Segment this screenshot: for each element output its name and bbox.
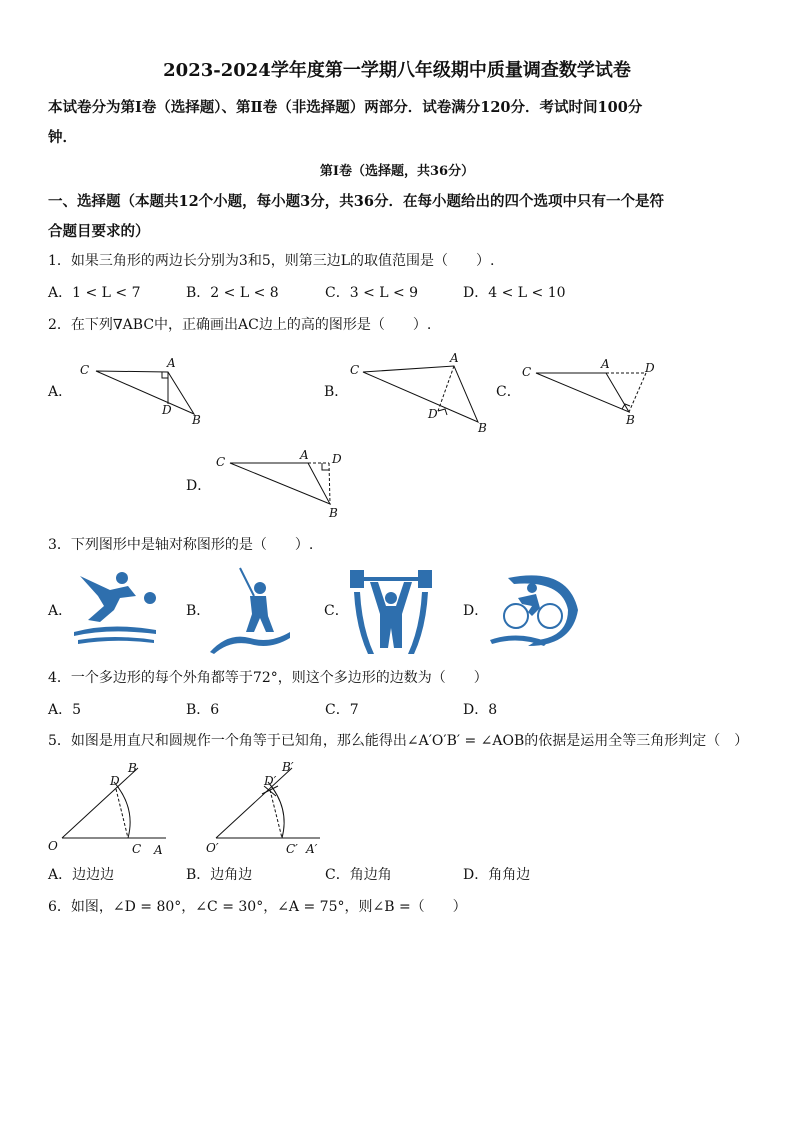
point-label-d: D bbox=[332, 452, 342, 466]
point-label-c: C bbox=[216, 455, 226, 469]
point-label-b: B bbox=[626, 413, 635, 427]
point-label-b: B bbox=[192, 413, 201, 427]
question-2-option-d[interactable]: D． bbox=[186, 478, 212, 494]
question-3-stem: 3．下列图形中是轴对称图形的是（ ）. bbox=[48, 537, 314, 553]
part-one-heading: 第Ⅰ卷（选择题，共36分） bbox=[319, 164, 475, 179]
question-2-figure-d bbox=[212, 446, 362, 526]
question-6-stem: 6．如图，∠D = 80°，∠C = 30°，∠A = 75°，则∠B =（ ） bbox=[48, 899, 467, 915]
weightlifter-icon bbox=[348, 568, 434, 656]
point-label-d: D bbox=[110, 774, 120, 788]
golfer-icon bbox=[208, 566, 292, 656]
point-label-a: A bbox=[154, 843, 163, 857]
volleyball-player-icon bbox=[70, 568, 162, 650]
point-label-o-prime: O′ bbox=[206, 841, 219, 855]
cyclist-icon bbox=[488, 570, 582, 650]
section-heading-line-2: 合题目要求的） bbox=[48, 223, 150, 240]
point-label-a: A bbox=[300, 448, 309, 462]
section-heading-line-1: 一、选择题（本题共12个小题，每小题3分，共36分．在每小题给出的四个选项中只有一个是符 bbox=[48, 193, 664, 210]
question-3-option-a[interactable]: A． bbox=[48, 603, 73, 619]
question-3-option-b[interactable]: B． bbox=[186, 603, 211, 619]
question-4-option-b[interactable]: B．6 bbox=[186, 702, 220, 718]
question-1-option-a[interactable]: A．1 < L < 7 bbox=[48, 285, 141, 301]
question-2-stem: 2．在下列∇ABC中，正确画出AC边上的高的图形是（ ）. bbox=[48, 317, 432, 333]
question-4-stem: 4．一个多边形的每个外角都等于72°，则这个多边形的边数为（ ） bbox=[48, 670, 488, 686]
question-4-option-c[interactable]: C．7 bbox=[325, 702, 359, 718]
point-label-d: D bbox=[428, 407, 438, 421]
question-1-stem: 1．如果三角形的两边长分别为3和5，则第三边L的取值范围是（ ）. bbox=[48, 253, 495, 269]
intro-line-2: 钟． bbox=[48, 129, 77, 146]
question-5-stem: 5．如图是用直尺和圆规作一个角等于已知角，那么能得出∠A′O′B′ = ∠AOB的依据是运用全等三角形判定（ ） bbox=[48, 733, 749, 749]
point-label-d: D bbox=[645, 361, 655, 375]
question-2-option-b[interactable]: B． bbox=[324, 384, 349, 400]
point-label-c: C bbox=[350, 363, 360, 377]
point-label-c: C bbox=[80, 363, 90, 377]
question-1-option-d[interactable]: D．4 < L < 10 bbox=[463, 285, 566, 301]
intro-line-1: 本试卷分为第Ⅰ卷（选择题）、第Ⅱ卷（非选择题）两部分．试卷满分120分．考试时间100分 bbox=[48, 99, 643, 116]
question-2-figure-c bbox=[520, 352, 670, 432]
page-title: 2023-2024学年度第一学期八年级期中质量调查数学试卷 bbox=[163, 60, 631, 81]
question-2-option-c[interactable]: C． bbox=[496, 384, 521, 400]
question-1-option-c[interactable]: C．3 < L < 9 bbox=[325, 285, 419, 301]
question-2-figure-b bbox=[348, 352, 498, 437]
point-label-b: B bbox=[329, 506, 338, 520]
question-2-option-a[interactable]: A． bbox=[48, 384, 73, 400]
point-label-d-prime: D′ bbox=[264, 774, 277, 788]
question-1-option-b[interactable]: B．2 < L < 8 bbox=[186, 285, 279, 301]
question-5-figure-constructed-angle bbox=[202, 758, 332, 860]
question-5-option-c[interactable]: C．角边角 bbox=[325, 867, 392, 883]
question-3-option-c[interactable]: C． bbox=[324, 603, 349, 619]
point-label-b: B bbox=[128, 761, 137, 775]
point-label-d: D bbox=[162, 403, 172, 417]
point-label-c: C bbox=[522, 365, 532, 379]
question-4-option-d[interactable]: D．8 bbox=[463, 702, 498, 718]
question-4-option-a[interactable]: A．5 bbox=[48, 702, 82, 718]
point-label-a-prime: A′ bbox=[306, 842, 318, 856]
point-label-a: A bbox=[167, 356, 176, 370]
point-label-c: C bbox=[132, 842, 142, 856]
question-5-figure-original-angle bbox=[44, 758, 174, 860]
question-3-option-d[interactable]: D． bbox=[463, 603, 489, 619]
point-label-a: A bbox=[450, 352, 459, 365]
point-label-b: B bbox=[478, 421, 487, 435]
question-2-figure-a bbox=[72, 352, 212, 432]
question-5-option-d[interactable]: D．角角边 bbox=[463, 867, 531, 883]
point-label-a: A bbox=[601, 357, 610, 371]
question-5-option-a[interactable]: A．边边边 bbox=[48, 867, 115, 883]
point-label-c-prime: C′ bbox=[286, 842, 298, 856]
point-label-b-prime: B′ bbox=[282, 760, 294, 774]
point-label-o: O bbox=[48, 839, 58, 853]
question-5-option-b[interactable]: B．边角边 bbox=[186, 867, 253, 883]
